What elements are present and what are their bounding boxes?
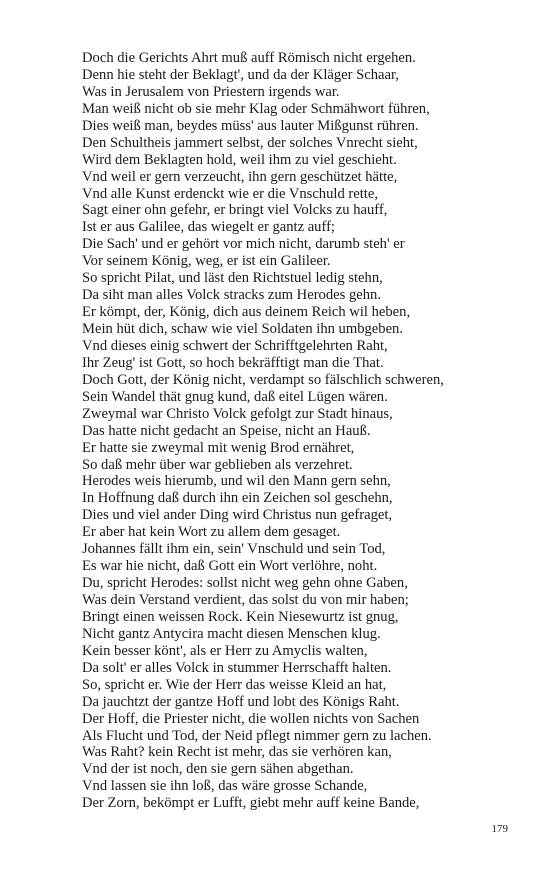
poem-line: Mein hüt dich, schaw wie viel Soldaten ihn umbgeben. bbox=[82, 321, 403, 337]
poem-line: Vnd weil er gern verzeucht, ihn gern geschützet hätte, bbox=[82, 168, 398, 185]
poem-line: Da solt' er alles Volck in stummer Herrschafft halten. bbox=[82, 659, 392, 676]
poem-line: Was Raht? kein Recht ist mehr, das sie verhören kan, bbox=[82, 744, 392, 761]
poem-line: Kein besser könt', als er Herr zu Amyclis walten, bbox=[82, 642, 368, 659]
poem-line: Die Sach' und er gehört vor mich nicht, darumb steh' er bbox=[82, 236, 405, 253]
poem-line: So daß mehr über war geblieben als verzehret. bbox=[82, 456, 353, 473]
poem-line: Denn hie steht der Beklagt', und da der Kläger Schaar, bbox=[82, 66, 399, 83]
poem-line: Bringt einen weissen Rock. Kein Niesewurtz ist gnug, bbox=[82, 608, 399, 625]
poem-line: Zweymal war Christo Volck gefolgt zur Stadt hinaus, bbox=[82, 405, 393, 422]
poem-line: Sagt einer ohn gefehr, er bringt viel Volcks zu hauff, bbox=[82, 202, 388, 219]
poem-line: In Hoffnung daß durch ihn ein Zeichen sol geschehn, bbox=[82, 490, 393, 507]
poem-line: So spricht Pilat, und läst den Richtstuel ledig stehn, bbox=[82, 270, 383, 287]
poem-line: Vnd dieses einig schwert der Schrifftgelehrten Raht, bbox=[82, 337, 388, 354]
poem-line: Was in Jerusalem von Priestern irgends war. bbox=[82, 83, 340, 100]
poem-line: Vor seinem König, weg, er ist ein Galileer. bbox=[82, 253, 331, 270]
poem-line: Er aber hat kein Wort zu allem dem gesaget. bbox=[82, 524, 341, 541]
poem-line: Man weiß nicht ob sie mehr Klag oder Schmähwort führen, bbox=[82, 100, 430, 117]
poem-line: Wird dem Beklagten hold, weil ihm zu viel geschieht. bbox=[82, 151, 397, 168]
poem-line: Dies und viel ander Ding wird Christus nun gefraget, bbox=[82, 507, 393, 524]
poem-line: Das hatte nicht gedacht an Speise, nicht an Hauß. bbox=[82, 422, 371, 439]
poem-line: Den Schultheis jammert selbst, der solches Vnrecht sieht, bbox=[82, 134, 418, 151]
poem-line: Was dein Verstand verdient, das solst du von mir haben; bbox=[82, 592, 409, 608]
poem-line: Sein Wandel thät gnug kund, daß eitel Lügen wären. bbox=[82, 388, 388, 405]
poem-line: Johannes fällt ihm ein, sein' Vnschuld und sein Tod, bbox=[82, 541, 386, 558]
poem-line: Nicht gantz Antycira macht diesen Menschen klug. bbox=[82, 625, 381, 642]
poem-line: Vnd alle Kunst erdenckt wie er die Vnschuld rette, bbox=[82, 185, 378, 202]
poem-line: Vnd lassen sie ihn loß, das wäre grosse Schande, bbox=[82, 778, 368, 795]
poem-line: Ihr Zeug' ist Gott, so hoch bekräfftigt man die That. bbox=[82, 354, 384, 371]
poem-line: Ist er aus Galilee, das wiegelt er gantz auff; bbox=[82, 219, 335, 236]
page-number: 179 bbox=[491, 823, 508, 835]
poem-line: Als Flucht und Tod, der Neid pflegt nimmer gern zu lachen. bbox=[82, 727, 432, 744]
poem-line: So, spricht er. Wie der Herr das weisse Kleid an hat, bbox=[82, 676, 387, 693]
poem-line: Er hatte sie zweymal mit wenig Brod ernähret, bbox=[82, 439, 355, 456]
poem-line: Er kömpt, der, König, dich aus deinem Reich wil heben, bbox=[82, 304, 411, 321]
poem-line: Du, spricht Herodes: sollst nicht weg gehn ohne Gaben, bbox=[82, 575, 408, 592]
poem-line: Es war hie nicht, daß Gott ein Wort verlöhre, noht. bbox=[82, 558, 378, 575]
poem-line: Dies weiß man, beydes müss' aus lauter Mißgunst rühren. bbox=[82, 117, 419, 134]
poem-line: Der Zorn, bekömpt er Lufft, giebt mehr auff keine Bande, bbox=[82, 795, 420, 812]
poem-text-block bbox=[82, 50, 532, 812]
poem-line: Doch die Gerichts Ahrt muß auff Römisch nicht ergehen. bbox=[82, 50, 416, 66]
poem-line: Der Hoff, die Priester nicht, die wollen nichts von Sachen bbox=[82, 710, 420, 727]
poem-line: Da siht man alles Volck stracks zum Herodes gehn. bbox=[82, 287, 381, 304]
poem-line: Doch Gott, der König nicht, verdampt so fälschlich schweren, bbox=[82, 371, 444, 388]
poem-line: Herodes weis hierumb, und wil den Mann gern sehn, bbox=[82, 473, 391, 490]
poem-line: Da jauchtzt der gantze Hoff und lobt des Königs Raht. bbox=[82, 693, 400, 710]
poem-line: Vnd der ist noch, den sie gern sähen abgethan. bbox=[82, 761, 354, 778]
